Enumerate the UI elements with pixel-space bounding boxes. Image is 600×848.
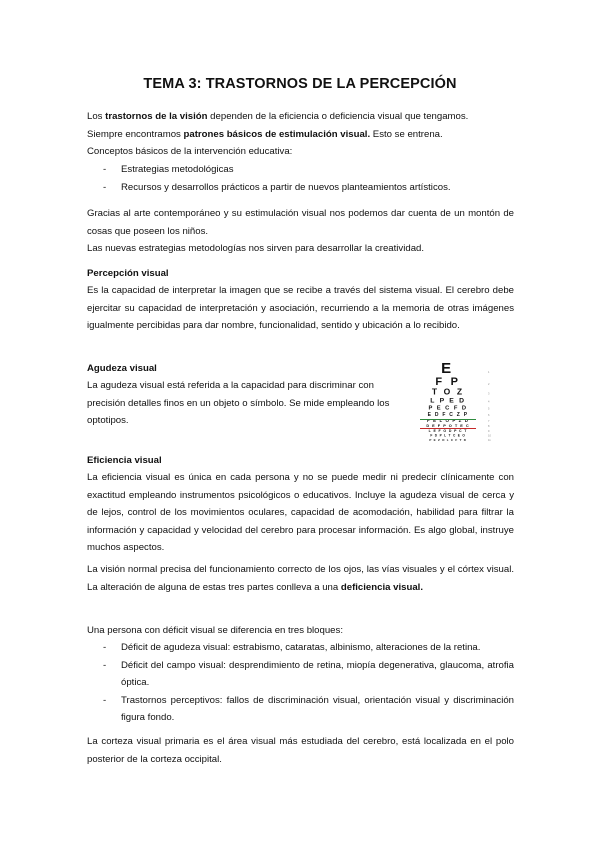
bold-term: deficiencia visual. [340, 581, 423, 593]
chart-row-mark: 4 [488, 400, 490, 404]
eficiencia-paragraph: La eficiencia visual es única en cada persona y no se puede medir ni predecir clínicamente con exactitud empleando instrumentos psicológicos o educativos. Incluye la agudeza visual de cerca y de lejos, control de los movimientos oculares, capacidad de acomodación, habilidad para filtrar la información y capacidad y velocidad del cerebro para procesar información. Es algo global, instruye muchos aspectos. [87, 472, 514, 554]
chart-row: P E Z O L C F T D [429, 438, 467, 443]
chart-row: L E F O D P C T [428, 429, 468, 434]
chart-row: L P E D [430, 397, 466, 405]
chart-row: E D F C Z P [427, 412, 469, 419]
chart-row: F D P L T C E O [430, 433, 466, 438]
list-item: - Déficit del campo visual: desprendimiento de retina, miopía degenerativa, glaucoma, atrofia óptica. [103, 659, 514, 689]
chart-row-mark: 11 [488, 439, 491, 443]
arte-paragraph-2: Las nuevas estrategias metodologías nos sirven para desarrollar la creatividad. [87, 243, 425, 254]
corteza-paragraph: La corteza visual primaria es el área visual más estudiada del cerebro, está localizada en el polo posterior de la corteza occipital. [87, 736, 514, 765]
intro-paragraph: Los trastornos de la visión dependen de la eficiencia o deficiencia visual que tengamos. Siempre encontramos patrones básicos de estimulación visual. Esto se entrena. Conceptos básicos de la intervención educativa: [87, 111, 469, 158]
chart-row: F E L O P Z D [427, 417, 469, 423]
deficit-list [87, 639, 514, 727]
section-heading-percepcion: Percepción visual [87, 268, 169, 279]
intervention-list [87, 161, 514, 196]
chart-row-mark: 7 [488, 419, 490, 423]
chart-row-mark: 8 [488, 425, 490, 429]
list-item: - Trastornos perceptivos: fallos de discriminación visual, orientación visual y discriminación figura fondo. [103, 694, 514, 724]
chart-row: T O Z [431, 386, 465, 397]
bold-term: patrones básicos de estimulación visual. [183, 128, 371, 140]
normal-paragraph: La visión normal precisa del funcionamiento correcto de los ojos, las vías visuales y el córtex visual. La alteración de alguna de estas tres partes conlleva a una deficiencia visual. [87, 564, 514, 593]
chart-row-mark: 1 [488, 370, 490, 374]
percepcion-paragraph: Es la capacidad de interpretar la imagen que se recibe a través del sistema visual. El cerebro debe ejercitar su capacidad de interpretación y asociación, recurriendo a la memoria de otras imágenes igualmente percibidas para dar nombre, funcionalidad, sentido y ubicación a lo recibido. [87, 285, 514, 332]
snellen-chart [418, 355, 522, 445]
chart-row-mark: 5 [488, 407, 490, 411]
chart-row: P E C F D [428, 405, 468, 412]
arte-paragraph: Gracias al arte contemporáneo y su estimulación visual nos podemos dar cuenta de un montón de cosas que poseen los niños. [87, 208, 514, 237]
chart-row-mark: 3 [488, 392, 490, 396]
chart-row-mark: 10 [488, 434, 491, 438]
list-item: - Déficit de agudeza visual: estrabismo, cataratas, albinismo, alteraciones de la retina. [103, 642, 481, 653]
bold-term: trastornos de la visión [105, 111, 208, 122]
list-item: - Recursos y desarrollos prácticos a partir de nuevos planteamientos artísticos. [103, 181, 451, 193]
chart-row-mark: 2 [488, 382, 490, 386]
chart-row: F P [435, 375, 461, 388]
page-title: TEMA 3: TRASTORNOS DE LA PERCEPCIÓN [143, 76, 457, 92]
agudeza-paragraph: La agudeza visual está referida a la capacidad para discriminar con precisión detalles finos en un objeto o símbolo. Se mide empleando los optotipos. [87, 380, 390, 427]
list-item: - Estrategias metodológicas [103, 164, 234, 175]
chart-row: D E F P O T E C [426, 423, 470, 429]
chart-row: E [441, 359, 455, 377]
section-heading-eficiencia: Eficiencia visual [87, 455, 162, 466]
chart-row-mark: 9 [488, 430, 490, 434]
chart-row-mark: 6 [488, 414, 490, 418]
deficit-intro: Una persona con déficit visual se diferencia en tres bloques: [87, 625, 343, 636]
section-heading-agudeza: Agudeza visual [87, 363, 157, 374]
